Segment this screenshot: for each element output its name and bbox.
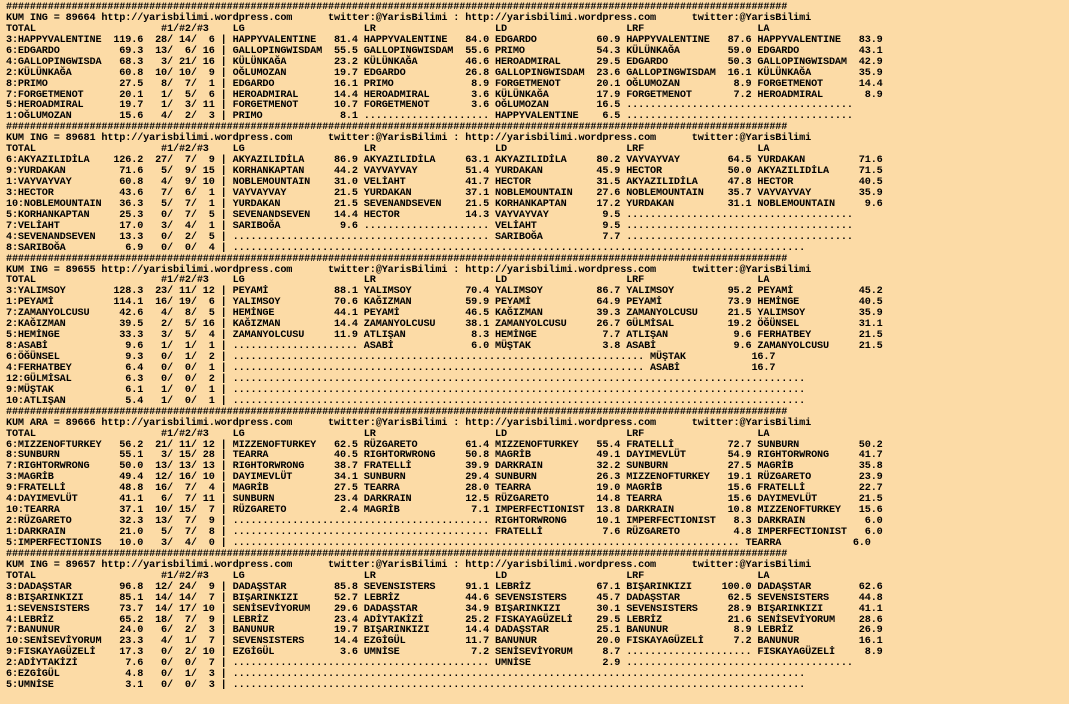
report-line: 5:KORHANKAPTAN 25.3 0/ 7/ 5 | SEVENANDSEVEN 14.4 HECTOR 14.3 VAYVAYVAY 9.5 ...................................... [6,209,853,221]
report-line: 1:SEVENSISTERS 73.7 14/ 17/ 10 | SENİSEVİYORUM 29.6 DADAŞSTAR 34.9 BIŞARINKIZI 30.1 SEVENSISTERS 28.9 BIŞARINKIZI 41.1 [6,603,883,615]
report-line: 4:FERHATBEY 6.4 0/ 0/ 1 | ..................................................................... ASABİ 16.7 [6,362,776,374]
report-line: 3:YALIMSOY 128.3 23/ 11/ 12 | PEYAMİ 88.1 YALIMSOY 70.4 YALIMSOY 86.7 YALIMSOY 95.2 PEYAMİ 45.2 [6,286,883,298]
report-line: 1:DARKRAIN 21.0 5/ 7/ 8 | ........................................... FRATELLİ 7.6 RÜZGARETO 4.8 IMPERFECTIONIST 6.0 [6,527,883,538]
report-line: 5:HEMİNGE 33.3 3/ 5/ 4 | ZAMANYOLCUSU 11.9 ATLIŞAN 8.3 HEMİNGE 7.7 ATLIŞAN 9.6 FERHATBEY 21.5 [6,330,883,342]
report-line: 6:AKYAZILIDİLA 126.2 27/ 7/ 9 | AKYAZILIDİLA 86.9 AKYAZILIDİLA 63.1 AKYAZILIDİLA 80.2 VAYVAYVAY 64.5 YURDAKAN 71.6 [6,155,883,167]
report-line: 8:SUNBURN 55.1 3/ 15/ 28 | TEARRA 40.5 RIGHTORWRONG 50.8 MAGRİB 49.1 DAYIMEVLÜT 54.9 RIGHTORWRONG 41.7 [6,450,883,462]
report-line: 7:FORGETMENOT 20.1 1/ 5/ 6 | HEROADMIRAL 14.4 HEROADMIRAL 3.6 KÜLÜNKAĞA 17.9 FORGETMENOT 7.2 HEROADMIRAL 8.9 [6,89,883,101]
report-line: 5:IMPERFECTIONIS 10.0 3/ 4/ 0 | ..................................................................................... TEARRA 6.0 [6,537,871,549]
report-line: KUM ING = 89655 http://yarisbilimi.wordpress.com twitter:@YarisBilimi : http://yarisbilimi.wordpress.com twitter:@YarisBilimi [6,264,812,276]
report-line: 3:DADAŞSTAR 96.8 12/ 24/ 9 | DADAŞSTAR 85.8 SEVENSISTERS 91.1 LEBRİZ 67.1 BIŞARINKIZI 100.0 DADAŞSTAR 62.6 [6,581,883,593]
report-line: ################################################################################################################################### [6,406,788,418]
report-line: 3:HAPPYVALENTINE 119.6 28/ 14/ 6 | HAPPYVALENTINE 81.4 HAPPYVALENTINE 84.0 EDGARDO 60.9 HAPPYVALENTINE 87.6 HAPPYVALENTINE 83.9 [6,34,883,46]
report-line: ################################################################################################################################### [6,548,788,560]
report-line: 10:SENİSEVİYORUM 23.3 4/ 1/ 7 | SEVENSISTERS 14.4 EZGİGÜL 11.7 BANUNUR 20.0 FISKAYAGÜZELİ 7.2 BANUNUR 16.1 [6,636,883,648]
report-line: 5:HEROADMIRAL 19.7 1/ 3/ 11 | FORGETMENOT 10.7 FORGETMENOT 3.6 OĞLUMOZAN 16.5 ...................................... [6,100,853,112]
report-line: TOTAL #1/#2/#3 LG LR LD LRF LA [6,275,770,287]
report-line: 4:LEBRİZ 65.2 18/ 7/ 9 | LEBRİZ 23.4 ADİYTAKİZİ 25.2 FISKAYAGÜZELİ 29.5 LEBRİZ 21.6 SENİSEVİYORUM 28.6 [6,614,883,626]
report-line: 6:EDGARDO 69.3 13/ 6/ 16 | GALLOPINGWISDAM 55.5 GALLOPINGWISDAM 55.6 PRIMO 54.3 KÜLÜNKAĞA 59.0 EDGARDO 43.1 [6,45,883,57]
report-line: 10:TEARRA 37.1 10/ 15/ 7 | RÜZGARETO 2.4 MAGRİB 7.1 IMPERFECTIONIST 13.8 DARKRAIN 10.8 MIZZENOFTURKEY 15.6 [6,505,883,517]
report-line: 3:MAGRİB 49.4 12/ 16/ 10 | DAYIMEVLÜT 34.1 SUNBURN 29.4 SUNBURN 26.3 MIZZENOFTURKEY 19.1 RÜZGARETO 23.9 [6,472,883,484]
report-line: 2:RÜZGARETO 32.3 13/ 7/ 9 | ........................................... RIGHTORWRONG 10.1 IMPERFECTIONIST 8.3 DARKRAIN 6.0 [6,516,883,528]
report-line: 6:MIZZENOFTURKEY 56.2 21/ 11/ 12 | MIZZENOFTURKEY 62.5 RÜZGARETO 61.4 MIZZENOFTURKEY 55.4 FRATELLİ 72.7 SUNBURN 50.2 [6,439,883,451]
report-line: 2:KÜLÜNKAĞA 60.8 10/ 10/ 9 | OĞLUMOZAN 19.7 EDGARDO 26.8 GALLOPINGWISDAM 23.6 GALLOPINGWISDAM 16.1 KÜLÜNKAĞA 35.9 [6,67,883,79]
report-line: TOTAL #1/#2/#3 LG LR LD LRF LA [6,570,770,582]
report-line: KUM ING = 89657 http://yarisbilimi.wordpress.com twitter:@YarisBilimi : http://yarisbilimi.wordpress.com twitter:@YarisBilimi [6,559,812,571]
report-line: 7:RIGHTORWRONG 50.0 13/ 13/ 13 | RIGHTORWRONG 38.7 FRATELLİ 39.9 DARKRAIN 32.2 SUNBURN 27.5 MAGRİB 35.8 [6,461,883,473]
report-line: 8:PRIMO 27.5 8/ 7/ 1 | EDGARDO 16.1 PRIMO 8.9 FORGETMENOT 20.1 OĞLUMOZAN 8.9 FORGETMENOT 14.4 [6,78,883,90]
report-line: ################################################################################################################################### [6,2,788,13]
report-line: 6:ÖĞÜNSEL 9.3 0/ 1/ 2 | ..................................................................... MÜŞTAK 16.7 [6,352,776,363]
report-line: ################################################################################################################################### [6,122,788,134]
report-line: 4:SEVENANDSEVEN 13.3 0/ 2/ 5 | ........................................... SARIBOĞA 7.7 ...................................... [6,231,853,243]
report-line: TOTAL #1/#2/#3 LG LR LD LRF LA [6,23,770,35]
report-line: KUM ING = 89681 http://yarisbilimi.wordpress.com twitter:@YarisBilimi : http://yarisbilimi.wordpress.com twitter:@YarisBilimi [6,133,812,145]
report-line: 9:MÜŞTAK 6.1 1/ 0/ 1 | ................................................................................................ [6,384,806,396]
report-line: 8:BIŞARINKIZI 85.1 14/ 14/ 7 | BIŞARINKIZI 52.7 LEBRİZ 44.6 SEVENSISTERS 45.7 DADAŞSTAR 62.5 SEVENSISTERS 44.8 [6,592,883,604]
report-line: 12:GÜLMİSAL 6.3 0/ 0/ 2 | ................................................................................................ [6,373,806,385]
report-line: TOTAL #1/#2/#3 LG LR LD LRF LA [6,144,770,156]
report-line: TOTAL #1/#2/#3 LG LR LD LRF LA [6,428,770,440]
report-line: 7:VELİAHT 17.0 3/ 4/ 1 | SARIBOĞA 9.6 ..................... VELİAHT 9.5 ...................................... [6,220,853,232]
report-line: 7:ZAMANYOLCUSU 42.6 4/ 8/ 5 | HEMİNGE 44.1 PEYAMİ 46.5 KAĞIZMAN 39.3 ZAMANYOLCUSU 21.5 YALIMSOY 35.9 [6,308,883,320]
report-line: 7:BANUNUR 24.0 6/ 2/ 3 | BANUNUR 19.7 BIŞARINKIZI 14.4 DADAŞSTAR 25.1 BANUNUR 8.9 LEBRİZ 26.9 [6,625,883,637]
report-line: KUM ING = 89664 http://yarisbilimi.wordpress.com twitter:@YarisBilimi : http://yarisbilimi.wordpress.com twitter:@YarisBilimi [6,12,812,24]
report-line: 1:PEYAMİ 114.1 16/ 19/ 6 | YALIMSOY 70.6 KAĞIZMAN 59.9 PEYAMİ 64.9 PEYAMİ 73.9 HEMİNGE 40.5 [6,297,883,309]
report-line: 10:ATLIŞAN 5.4 1/ 0/ 1 | ................................................................................................ [6,395,806,407]
report-line: 9:FRATELLİ 48.8 16/ 7/ 4 | MAGRİB 27.5 TEARRA 28.0 TEARRA 19.0 MAGRİB 15.6 FRATELLİ 22.7 [6,483,883,495]
report-line: 10:NOBLEMOUNTAIN 36.3 5/ 7/ 1 | YURDAKAN 21.5 SEVENANDSEVEN 21.5 KORHANKAPTAN 17.2 YURDAKAN 31.1 NOBLEMOUNTAIN 9.6 [6,198,883,210]
report-line: 4:GALLOPINGWISDA 68.3 3/ 21/ 16 | KÜLÜNKAĞA 23.2 KÜLÜNKAĞA 46.6 HEROADMIRAL 29.5 EDGARDO 50.3 GALLOPINGWISDAM 42.9 [6,56,883,68]
report-line: 5:UMNİSE 3.1 0/ 0/ 3 | ................................................................................................ [6,680,806,692]
report-line: 8:ASABİ 9.6 1/ 1/ 1 | ..................... ASABİ 6.0 MÜŞTAK 3.8 ASABİ 9.6 ZAMANYOLCUSU 21.5 [6,341,883,353]
report-line: 2:KAĞIZMAN 39.5 2/ 5/ 16 | KAĞIZMAN 14.4 ZAMANYOLCUSU 38.1 ZAMANYOLCUSU 26.7 GÜLMİSAL 19.2 ÖĞÜNSEL 31.1 [6,319,883,331]
report-line: 9:YURDAKAN 71.6 5/ 9/ 15 | KORHANKAPTAN 44.2 VAYVAYVAY 51.4 YURDAKAN 45.9 HECTOR 50.0 AKYAZILIDİLA 71.5 [6,166,883,178]
report-line: 1:VAYVAYVAY 60.8 4/ 9/ 10 | NOBLEMOUNTAIN 31.0 VELİAHT 41.7 HECTOR 31.5 AKYAZILIDİLA 47.8 HECTOR 40.5 [6,177,883,188]
report-line: 3:HECTOR 43.6 7/ 6/ 1 | VAYVAYVAY 21.5 YURDAKAN 37.1 NOBLEMOUNTAIN 27.6 NOBLEMOUNTAIN 35.7 VAYVAYVAY 35.9 [6,187,883,199]
report-line: 9:FISKAYAGÜZELİ 17.3 0/ 2/ 10 | EZGİGÜL 3.6 UMNİSE 7.2 SENİSEVİYORUM 8.7 ..................... FISKAYAGÜZELİ 8.9 [6,647,883,659]
report-line: 6:EZGİGÜL 4.8 0/ 1/ 3 | ................................................................................................ [6,669,806,681]
report-line: 2:ADİYTAKİZİ 7.6 0/ 0/ 7 | ........................................... UMNİSE 2.9 ...................................... [6,658,853,670]
report-line: 1:OĞLUMOZAN 15.6 4/ 2/ 3 | PRIMO 8.1 ..................... HAPPYVALENTINE 6.5 ...................................... [6,111,853,123]
report-line: 4:DAYIMEVLÜT 41.1 6/ 7/ 11 | SUNBURN 23.4 DARKRAIN 12.5 RÜZGARETO 14.8 TEARRA 15.6 DAYIMEVLÜT 21.5 [6,494,883,506]
report-line: ################################################################################################################################### [6,253,788,265]
report-line: KUM ARA = 89666 http://yarisbilimi.wordpress.com twitter:@YarisBilimi : http://yarisbilimi.wordpress.com twitter:@YarisBilimi [6,417,812,429]
report-line: 8:SARIBOĞA 6.9 0/ 0/ 4 | ................................................................................................ [6,242,806,254]
